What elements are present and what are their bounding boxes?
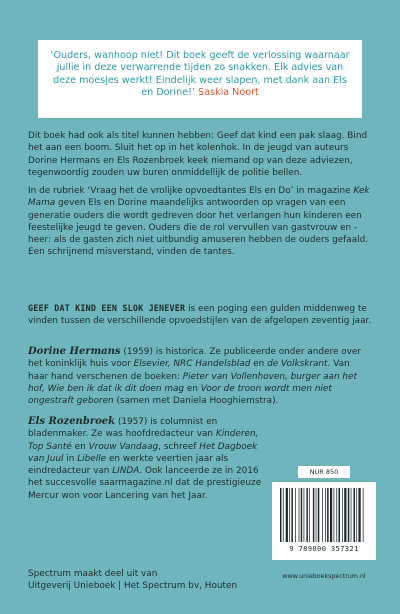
barcode-bar xyxy=(358,488,360,542)
bio-text: en werkte veertien jaar als eindredacteur van xyxy=(28,453,229,477)
bio-text: . Van haar hand verschenen de boeken: xyxy=(28,359,350,382)
book-title: GEEF DAT KIND EEN SLOK JENEVER xyxy=(28,303,186,313)
barcode-bar xyxy=(344,488,346,542)
blurb-quote xyxy=(50,50,350,100)
website-url[interactable]: www.unieboekspectrum.nl xyxy=(282,573,366,580)
book-title-rest: is een poging een gulden middenweg te vinden tussen de verschillende opvoedstijlen van de afgelopen zeventig jaar. xyxy=(28,304,372,327)
bio-text: en xyxy=(250,359,268,370)
bio-italic: Voor de troon wordt men niet ongestraft geboren xyxy=(28,383,332,407)
barcode-bar xyxy=(301,488,303,542)
barcode-bar xyxy=(330,488,332,542)
bio-text: , schreef xyxy=(158,441,200,452)
quote-box xyxy=(38,40,362,118)
barcode-bar xyxy=(286,488,288,542)
bio-text: in xyxy=(63,453,78,464)
bio-els xyxy=(28,416,268,502)
barcode-bar xyxy=(322,488,323,542)
book-title-paragraph xyxy=(28,302,372,328)
bio-italic: Het Dagboek van Juul xyxy=(28,441,258,464)
bio-text: (samen met Daniela Hooghiemstra). xyxy=(113,396,279,407)
barcode-bar xyxy=(289,488,290,542)
publisher-line-2: Uitgeverij Unieboek | Het Spectrum bv, Houten xyxy=(28,581,238,592)
author-name-dorine: Dorine Hermans xyxy=(28,346,121,357)
rubriek-text-b: geven Els en Dorine maandelijks antwoorden op vragen van een generatie ouders die wordt gedreven door het verlangen hun kinderen een feestelijke jeugd te geven. Ouders die de rol vervullen van gastvrouw en -heer: als de gasten zich niet uitbundig amuseren hebben de ouders gefaald. Een schrijnend misverstand, vinden de tantes. xyxy=(28,198,369,258)
bio-dorine xyxy=(28,346,372,407)
barcode-bar xyxy=(304,488,305,542)
rubriek-text-a: In de rubriek ‘Vraag het de vrolijke opvoedtantes Els en Do’ in magazine xyxy=(28,186,354,196)
barcode-bar xyxy=(291,488,293,542)
barcode-bars xyxy=(280,488,368,544)
isbn-number: 9 789000 357321 xyxy=(289,544,359,553)
bio-italic: de Volkskrant xyxy=(267,359,328,370)
bio-italic: Libelle xyxy=(77,453,107,464)
barcode-bar xyxy=(339,488,341,542)
barcode-bar xyxy=(327,488,329,542)
barcode-bar xyxy=(309,488,310,542)
barcode-bar xyxy=(348,488,350,542)
barcode-bar xyxy=(363,488,364,542)
barcode-bar xyxy=(354,488,356,542)
barcode-bar xyxy=(334,488,335,542)
barcode-bar xyxy=(295,488,296,542)
bio-italic: Kinderen, Top Santé xyxy=(28,429,259,452)
intro-paragraph: Dit boek had ook als titel kunnen hebben: Geef dat kind een pak slaag. Bind het aan een boom. Sluit het op in het kolenhok. In de jeugd van auteurs Dorine Hermans en Els Rozenbroek keek niemand op van deze adviezen, tegenwoordig zouden uw buren onmiddellijk de politie bellen. xyxy=(28,131,368,178)
magazine-name: Kek Mama xyxy=(28,186,370,209)
quote-author: Saskia Noort xyxy=(198,87,259,99)
bio-italic: Elsevier, NRC Handelsblad xyxy=(133,359,251,370)
bio-italic: LINDA xyxy=(112,466,140,477)
barcode xyxy=(272,482,376,560)
barcode-bar xyxy=(316,488,317,542)
publisher-line-1: Spectrum maakt deel uit van xyxy=(28,569,158,579)
bio-text: (1957) is columnist en bladenmaker. Ze was hoofdredacteur van xyxy=(28,417,218,440)
publisher-info xyxy=(28,568,258,593)
barcode-bar xyxy=(351,488,352,542)
bio-text: . Ook lanceerde ze in 2016 het succesvolle saarmagazine.nl dat de prestigieuze Mercur won voor Lancering van het Jaar. xyxy=(28,466,262,501)
bio-italic: Pieter van Vollenhoven, burger aan het hof, Wie ben ik dat ik dit doen mag xyxy=(28,371,357,394)
barcode-area xyxy=(268,466,378,596)
barcode-bar xyxy=(325,488,326,542)
barcode-bar xyxy=(283,488,284,542)
barcode-bar xyxy=(356,488,357,542)
rubriek-paragraph xyxy=(28,185,372,259)
nur-code: NUR 850 xyxy=(298,466,350,478)
barcode-bar xyxy=(280,488,282,542)
bio-text: en xyxy=(71,441,89,452)
barcode-bar xyxy=(306,488,308,542)
barcode-bar xyxy=(318,488,320,542)
bio-text: en xyxy=(184,383,201,394)
bio-text: (1959) is historica. Ze publiceerde onder andere over het koninklijk huis voor xyxy=(28,347,362,370)
quote-text: ‘Ouders, wanhoop niet! Dit boek geeft de verlossing waarnaar jullie in deze verwarrende tijden zo snakken. Elk advies van deze moesjes werkt! Eindelijk weer slapen, met dank aan Els en Dorine!’ xyxy=(50,50,350,99)
author-name-els: Els Rozenbroek xyxy=(28,416,116,427)
barcode-bar xyxy=(299,488,300,542)
barcode-bar xyxy=(336,488,337,542)
barcode-bar xyxy=(342,488,343,542)
barcode-bar xyxy=(313,488,315,542)
bio-italic: Vrouw Vandaag xyxy=(88,441,159,452)
